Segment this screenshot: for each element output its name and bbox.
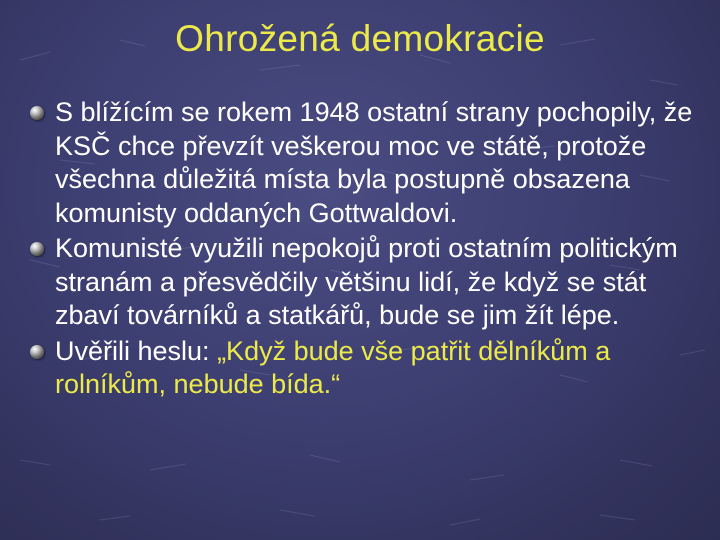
bullet-item-2 xyxy=(30,232,710,333)
bullet-text-2: Komunisté využili nepokojů proti ostatním politickým stranám a přesvědčily většinu lidí, že když se stát zbaví továrníků a statkářů, bude se jim žít lépe. xyxy=(55,233,678,330)
bullet-text-1: S blížícím se rokem 1948 ostatní strany pochopily, že KSČ chce převzít veškerou moc ve státě, protože všechna důležitá místa byla postupně obsazena komunisty oddaných Gottwaldovi. xyxy=(55,97,693,228)
slide-title: Ohrožená demokracie xyxy=(175,18,545,59)
bullet-list xyxy=(30,96,710,404)
sphere-bullet-icon xyxy=(30,345,44,359)
bullet-text-3: Uvěřili heslu: xyxy=(55,335,218,366)
bullet-item-1 xyxy=(30,96,710,230)
sphere-bullet-icon xyxy=(30,106,44,120)
sphere-bullet-icon xyxy=(30,242,44,256)
bullet-item-3 xyxy=(30,335,710,402)
slogan-quote: „Když bude vše patřit dělníkům a rolníkům, nebude bída.“ xyxy=(55,335,611,399)
